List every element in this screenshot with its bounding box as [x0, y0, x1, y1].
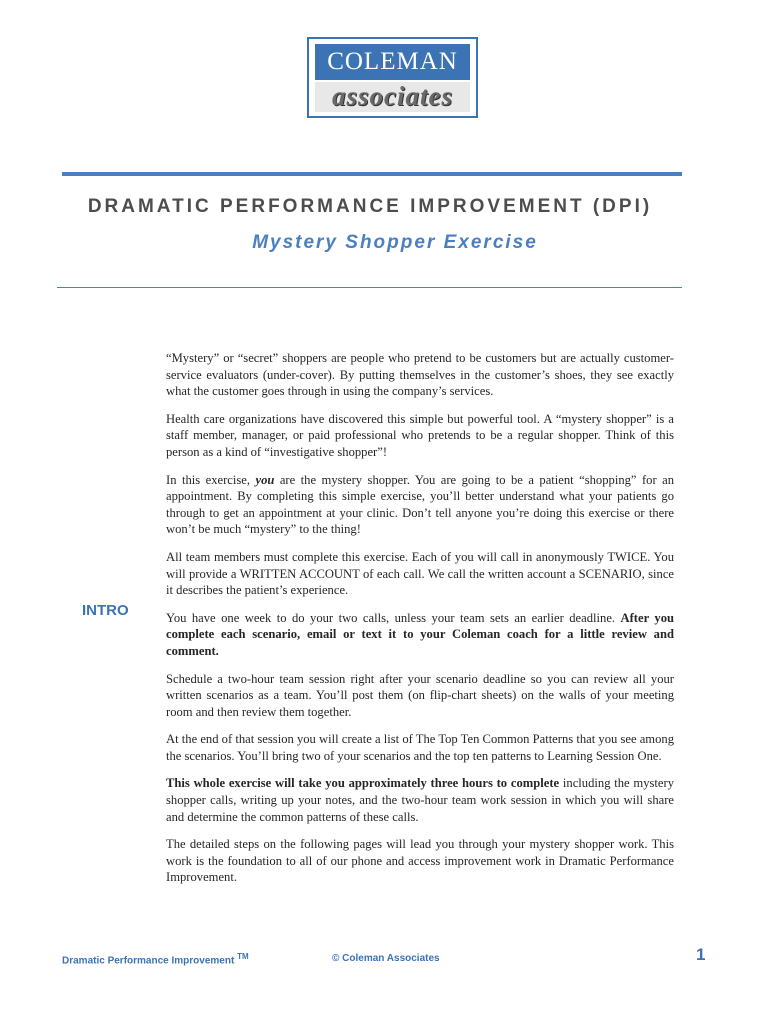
page-number: 1 — [696, 945, 706, 964]
footer-program-name — [62, 952, 249, 966]
paragraph-5-bold: After you complete each scenario, email or text it to your Coleman coach for a little review and comment. — [166, 610, 674, 658]
header-rule-top — [62, 172, 682, 176]
paragraph-5-pre: You have one week to do your two calls, unless your team sets an earlier deadline. — [166, 610, 621, 625]
document-subtitle: Mystery Shopper Exercise — [252, 232, 538, 253]
coleman-logo — [307, 37, 478, 118]
document-title: DRAMATIC PERFORMANCE IMPROVEMENT (DPI) — [87, 196, 653, 217]
paragraph-1: “Mystery” or “secret” shoppers are people who pretend to be customers but are actually customer-service evaluators (under-cover). By putting themselves in the customer’s shoes, they see exactly what the customer goes through in using the company’s services. — [166, 351, 674, 399]
paragraph-8 — [166, 775, 674, 825]
header-rule-bottom — [57, 287, 682, 288]
section-label-intro: INTRO — [82, 602, 129, 619]
paragraph-5 — [166, 610, 674, 660]
paragraph-2: Health care organizations have discovered this simple but powerful tool. A “mystery shopper” is a staff member, manager, or paid professional who pretends to be a regular shopper. Think of this person as a kind of “investigative shopper”! — [166, 411, 674, 459]
document-body — [166, 350, 674, 897]
logo-coleman-text: COLEMAN — [315, 44, 470, 80]
logo-associates-text: associates — [315, 82, 470, 112]
paragraph-3-emphasis: you — [255, 472, 275, 487]
trademark-mark: TM — [237, 952, 249, 961]
paragraph-3 — [166, 472, 674, 538]
paragraph-8-bold: This whole exercise will take you approximately three hours to complete — [166, 776, 560, 791]
paragraph-9: The detailed steps on the following pages will lead you through your mystery shopper work. This work is the foundation to all of our phone and access improvement work in Dramatic Performance Improvement. — [166, 837, 674, 885]
paragraph-4: All team members must complete this exercise. Each of you will call in anonymously TWICE. You will provide a WRITTEN ACCOUNT of each call. We call the written account a SCENARIO, since it describes the patient’s experience. — [166, 549, 674, 598]
paragraph-6: Schedule a two-hour team session right after your scenario deadline so you can review all your written scenarios as a team. You’ll post them (on flip-chart sheets) on the walls of your meeting room and then review them together. — [166, 671, 674, 719]
footer-copyright: © Coleman Associates — [332, 953, 440, 964]
paragraph-3-post: are the mystery shopper. You are going to be a patient “shopping” for an appointment. By completing this simple exercise, you’ll better understand what your patients go through to get an appointment at your clinic. Don’t tell anyone you’re doing this exercise or there won’t be much “mystery” to the thing! — [166, 472, 675, 537]
paragraph-3-pre: In this exercise, — [166, 472, 256, 487]
paragraph-8-post: including the mystery shopper calls, writing up your notes, and the two-hour team work session in which you will share and determine the common patterns of these calls. — [166, 776, 674, 824]
footer-program-text: Dramatic Performance Improvement — [62, 955, 235, 967]
paragraph-7: At the end of that session you will create a list of The Top Ten Common Patterns that you see among the scenarios. You’ll bring two of your scenarios and the top ten patterns to Learning Session One. — [166, 732, 674, 763]
